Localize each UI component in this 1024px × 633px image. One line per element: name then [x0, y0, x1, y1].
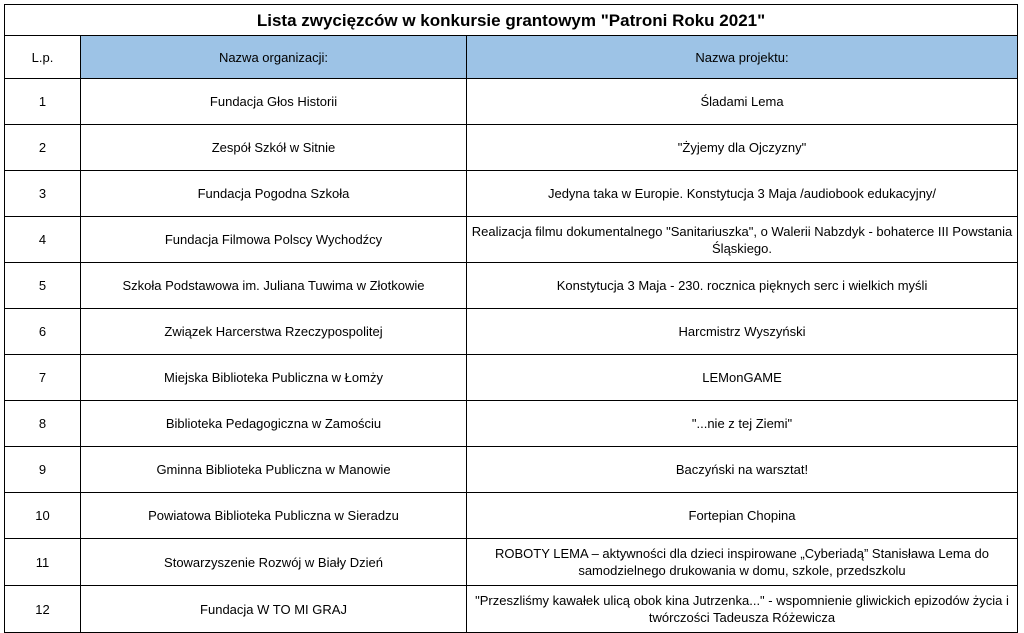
- organization-name: Związek Harcerstwa Rzeczypospolitej: [81, 309, 467, 355]
- table-row: [5, 539, 1018, 586]
- project-name: Jedyna taka w Europie. Konstytucja 3 Maja /audiobook edukacyjny/: [467, 171, 1018, 217]
- organization-name: Biblioteka Pedagogiczna w Zamościu: [81, 401, 467, 447]
- organization-name: Gminna Biblioteka Publiczna w Manowie: [81, 447, 467, 493]
- project-name: Śladami Lema: [467, 79, 1018, 125]
- project-name: "Żyjemy dla Ojczyzny": [467, 125, 1018, 171]
- row-number: 9: [5, 447, 81, 493]
- row-number: 7: [5, 355, 81, 401]
- title-row: [5, 5, 1018, 36]
- project-name: ROBOTY LEMA – aktywności dla dzieci inspirowane „Cyberiadą” Stanisława Lema do samodzielnego drukowania w domu, szkole, przedszkolu: [467, 539, 1018, 586]
- header-row: [5, 36, 1018, 79]
- row-number: 1: [5, 79, 81, 125]
- winners-table: [4, 4, 1018, 633]
- table-row: [5, 309, 1018, 355]
- row-number: 3: [5, 171, 81, 217]
- row-number: 11: [5, 539, 81, 586]
- project-name: "...nie z tej Ziemi": [467, 401, 1018, 447]
- project-name: Realizacja filmu dokumentalnego "Sanitariuszka", o Walerii Nabzdyk - bohaterce III Powstania Śląskiego.: [467, 217, 1018, 263]
- project-name: LEMonGAME: [467, 355, 1018, 401]
- row-number: 2: [5, 125, 81, 171]
- row-number: 4: [5, 217, 81, 263]
- table-row: [5, 586, 1018, 633]
- header-organization: Nazwa organizacji:: [81, 36, 467, 79]
- row-number: 10: [5, 493, 81, 539]
- table-row: [5, 401, 1018, 447]
- table-row: [5, 493, 1018, 539]
- organization-name: Zespół Szkół w Sitnie: [81, 125, 467, 171]
- row-number: 8: [5, 401, 81, 447]
- organization-name: Powiatowa Biblioteka Publiczna w Sieradzu: [81, 493, 467, 539]
- project-name: Konstytucja 3 Maja - 230. rocznica pięknych serc i wielkich myśli: [467, 263, 1018, 309]
- organization-name: Miejska Biblioteka Publiczna w Łomży: [81, 355, 467, 401]
- organization-name: Fundacja Filmowa Polscy Wychodźcy: [81, 217, 467, 263]
- header-lp: L.p.: [5, 36, 81, 79]
- row-number: 5: [5, 263, 81, 309]
- organization-name: Fundacja Pogodna Szkoła: [81, 171, 467, 217]
- table-row: [5, 171, 1018, 217]
- organization-name: Stowarzyszenie Rozwój w Biały Dzień: [81, 539, 467, 586]
- table-row: [5, 125, 1018, 171]
- winners-table-sheet: [4, 4, 1018, 633]
- project-name: Harcmistrz Wyszyński: [467, 309, 1018, 355]
- table-row: [5, 447, 1018, 493]
- row-number: 6: [5, 309, 81, 355]
- table-row: [5, 263, 1018, 309]
- table-row: [5, 79, 1018, 125]
- table-row: [5, 355, 1018, 401]
- project-name: Baczyński na warsztat!: [467, 447, 1018, 493]
- table-title: Lista zwycięzców w konkursie grantowym "Patroni Roku 2021": [5, 5, 1018, 36]
- project-name: Fortepian Chopina: [467, 493, 1018, 539]
- row-number: 12: [5, 586, 81, 633]
- organization-name: Fundacja Głos Historii: [81, 79, 467, 125]
- organization-name: Szkoła Podstawowa im. Juliana Tuwima w Złotkowie: [81, 263, 467, 309]
- header-project: Nazwa projektu:: [467, 36, 1018, 79]
- project-name: "Przeszliśmy kawałek ulicą obok kina Jutrzenka..." - wspomnienie gliwickich epizodów życia i twórczości Tadeusza Różewicza: [467, 586, 1018, 633]
- organization-name: Fundacja W TO MI GRAJ: [81, 586, 467, 633]
- table-row: [5, 217, 1018, 263]
